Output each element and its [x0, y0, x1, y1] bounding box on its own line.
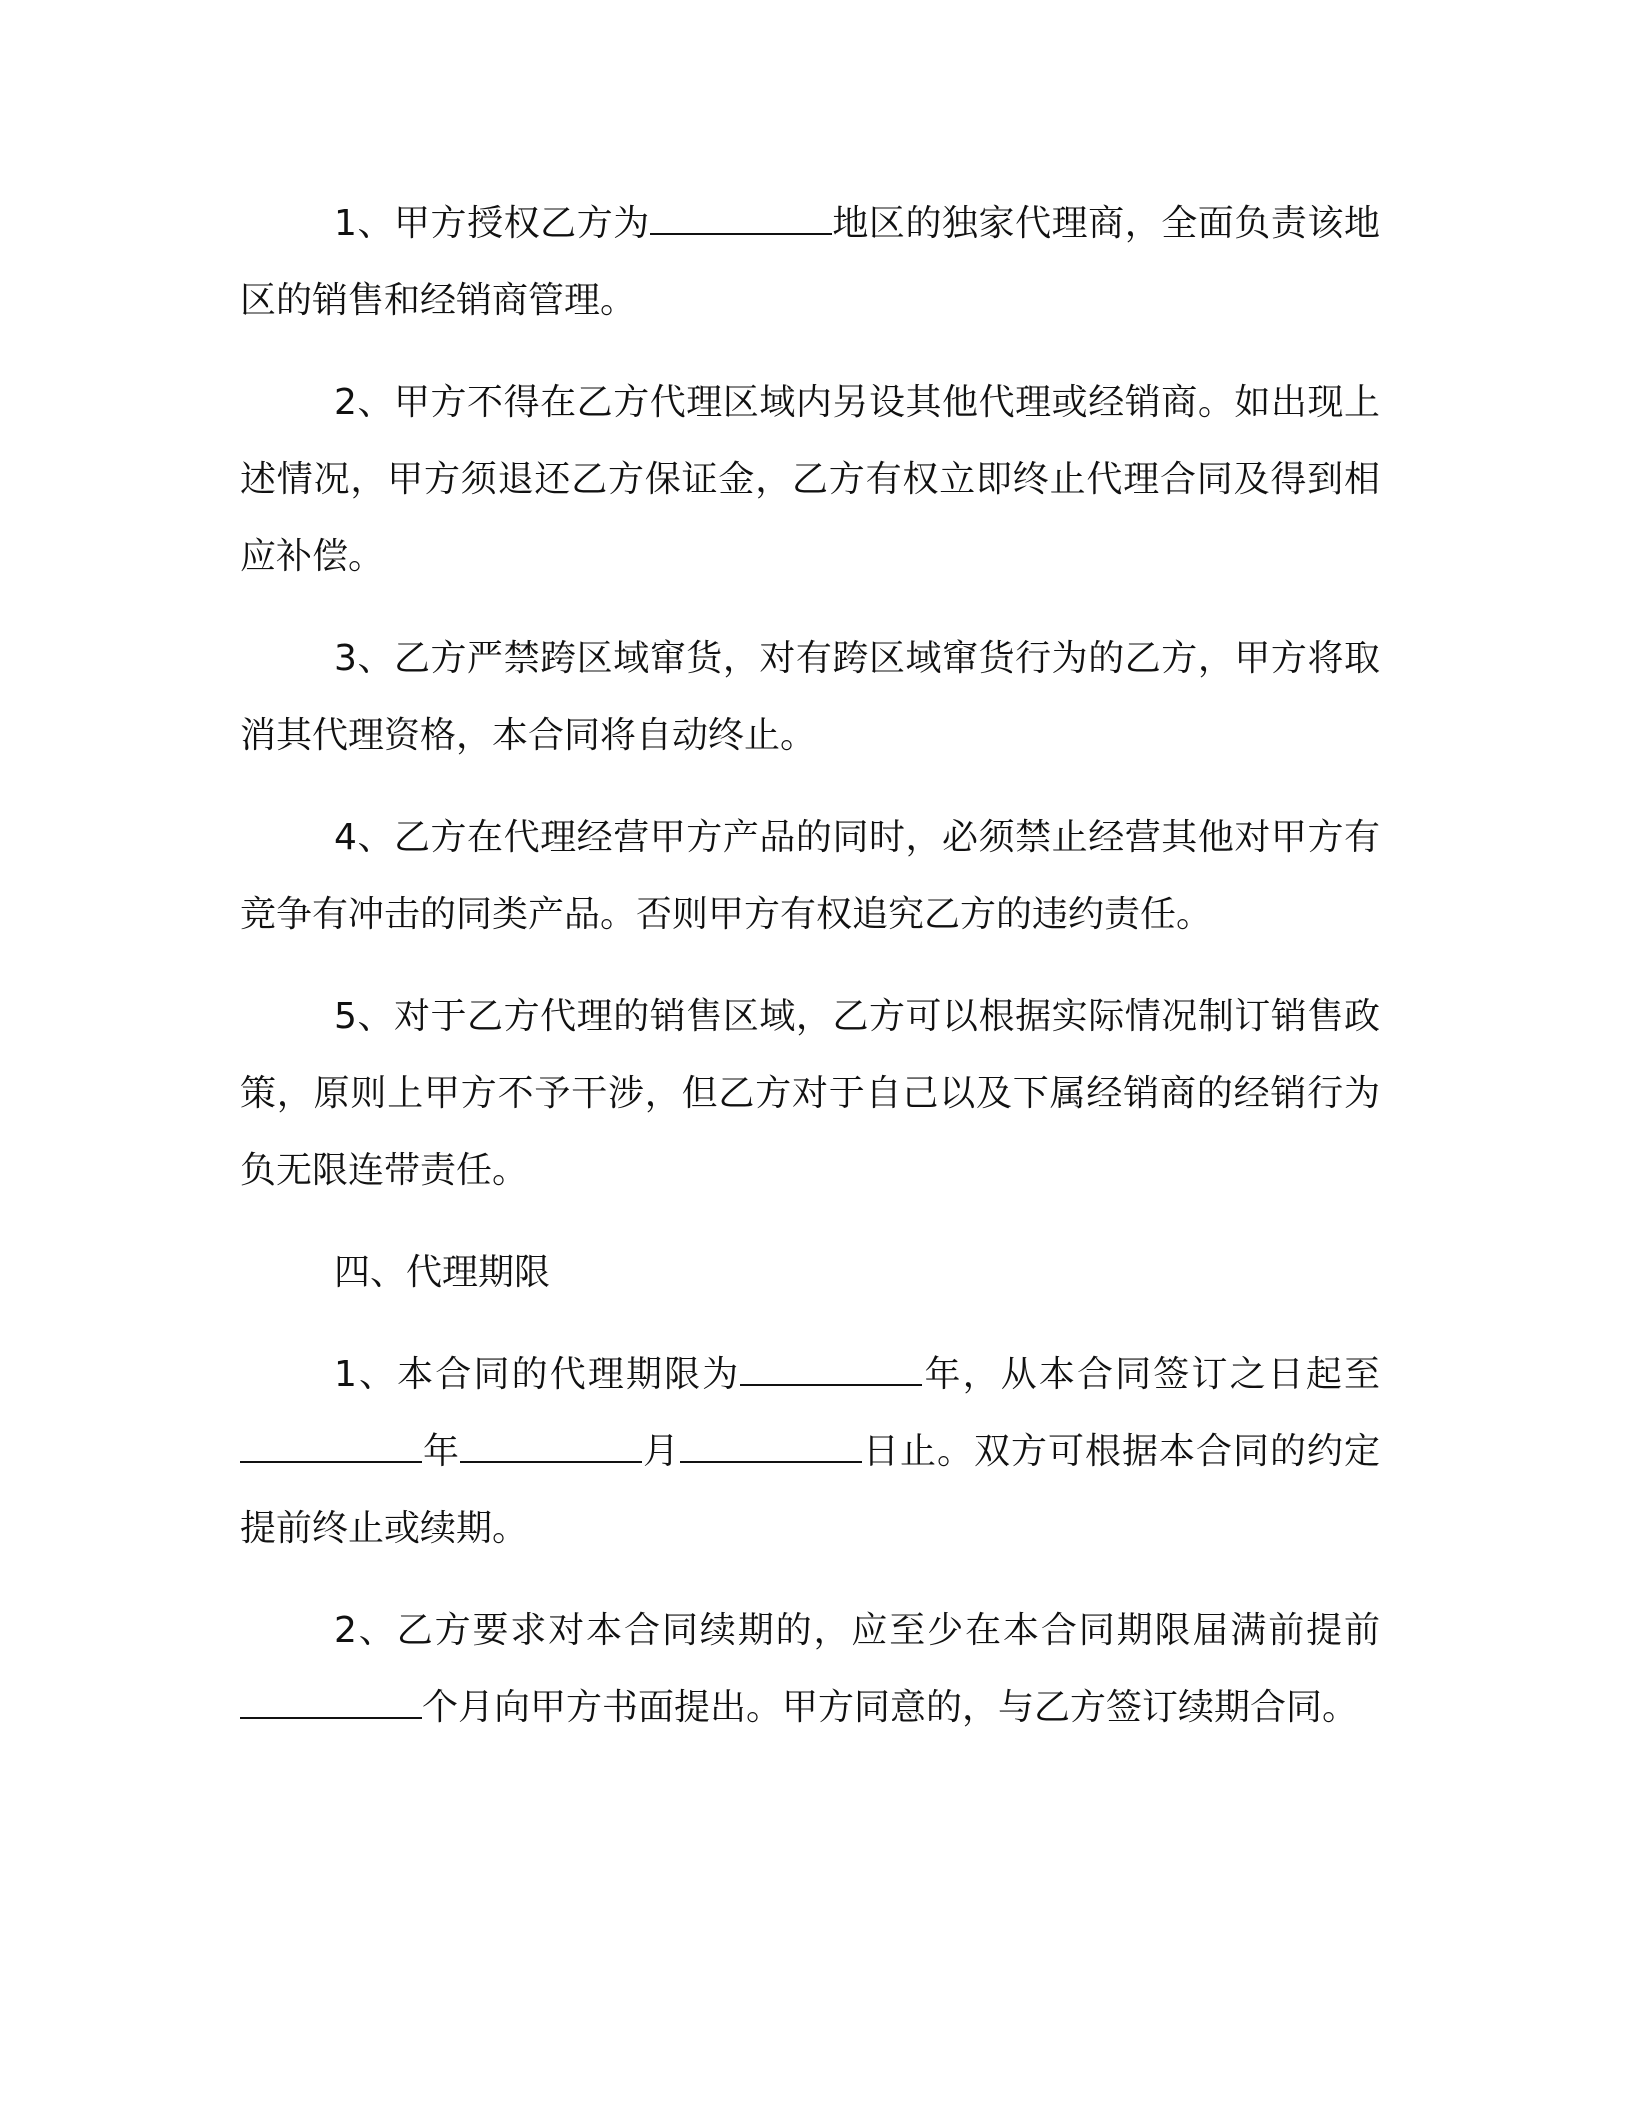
fill-blank-years[interactable] [740, 1354, 922, 1386]
clause-3-2 [240, 364, 1380, 595]
clause-number: 1、 [334, 203, 394, 244]
clause-text: 乙方严禁跨区域窜货，对有跨区域窜货行为的乙方，甲方将取消其代理资格，本合同将自动终止。 [240, 638, 1380, 756]
fill-blank-end-month[interactable] [460, 1431, 642, 1463]
clause-number: 5、 [334, 996, 394, 1037]
fill-blank-region[interactable] [650, 203, 832, 235]
clause-3-5 [240, 978, 1380, 1209]
fill-blank-months[interactable] [240, 1687, 422, 1719]
clause-text: 乙方要求对本合同续期的，应至少在本合同期限届满前提前 [396, 1610, 1380, 1651]
clause-3-1 [240, 185, 1380, 339]
document-body [240, 185, 1380, 1771]
clause-text: 甲方授权乙方为 [394, 203, 650, 244]
clause-number: 1、 [334, 1354, 398, 1395]
clause-number: 2、 [334, 382, 394, 423]
fill-blank-end-year[interactable] [240, 1431, 422, 1463]
clause-text: 月 [642, 1431, 680, 1472]
clause-3-3 [240, 620, 1380, 774]
clause-4-1 [240, 1336, 1380, 1567]
clause-text: 日止。双方可根据本合同的约定提前终止或续期。 [240, 1431, 1380, 1549]
clause-text: 地区的独家代理商，全面负责该地区的销售和经销商管理。 [240, 203, 1380, 321]
clause-number: 2、 [334, 1610, 397, 1651]
section-heading-four: 四、代理期限 [334, 1252, 551, 1293]
fill-blank-end-day[interactable] [680, 1431, 862, 1463]
clause-number: 3、 [334, 638, 394, 679]
clause-text: 对于乙方代理的销售区域，乙方可以根据实际情况制订销售政策，原则上甲方不予干涉，但乙方对于自己以及下属经销商的经销行为负无限连带责任。 [240, 996, 1380, 1191]
clause-number: 4、 [334, 817, 394, 858]
clause-4-2 [240, 1592, 1380, 1746]
clause-text: 本合同的代理期限为 [397, 1354, 741, 1395]
clause-text: 乙方在代理经营甲方产品的同时，必须禁止经营其他对甲方有竞争有冲击的同类产品。否则甲方有权追究乙方的违约责任。 [240, 817, 1380, 935]
clause-text: 年 [422, 1431, 460, 1472]
clause-text: 甲方不得在乙方代理区域内另设其他代理或经销商。如出现上述情况，甲方须退还乙方保证金，乙方有权立即终止代理合同及得到相应补偿。 [240, 382, 1380, 577]
clause-3-4 [240, 799, 1380, 953]
clause-text: 个月向甲方书面提出。甲方同意的，与乙方签订续期合同。 [422, 1687, 1359, 1728]
clause-text: 年，从本合同签订之日起至 [922, 1354, 1380, 1395]
